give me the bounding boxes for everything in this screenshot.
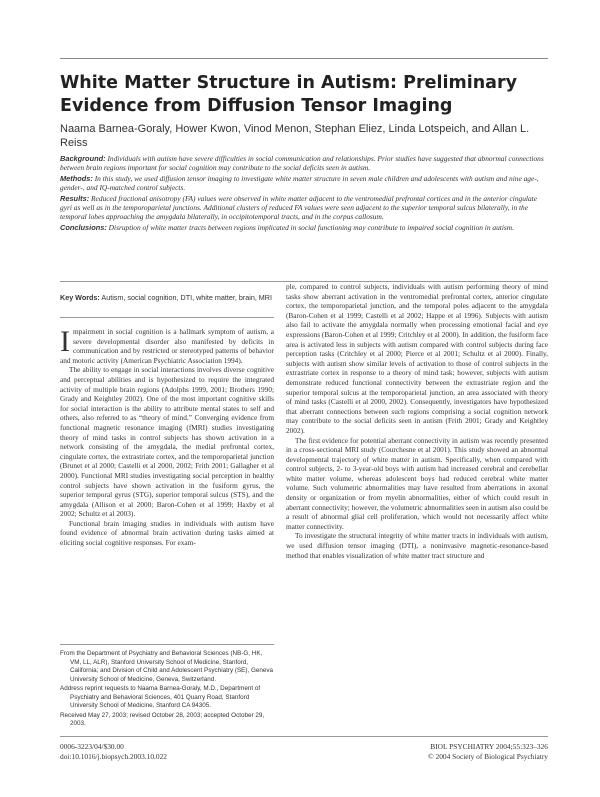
keywords-divider <box>60 317 274 318</box>
keywords <box>60 293 274 302</box>
body-paragraph: ple, compared to control subjects, individuals with autism performing theory of mind tasks show aberrant activation in the ventromedial prefrontal cortex, anterior cingulate cortex, the temporoparietal junction, and the temporal poles adjacent to the amygdala (Baron-Cohen et al 1999; Castelli et al 2002; Happe et al 1996). Subjects with autism also fail to activate the amygdala normally when processing emotional facial and eye expressions (Baron-Cohen et al 1999; Critchley et al 2000). In addition, the fusiform face area is activated less in subjects with autism compared with control subjects during face perception tasks (Critchley et al 2000; Pierce et al 2001; Schultz et al 2000). Finally, subjects with autism show similar levels of activation to those of control subjects in the extrastriate cortex in response to a theory of mind task; however, subjects with autism demonstrate reduced functional connectivity between the extrastriate region and the superior temporal sulcus at the temporoparietal junction, an area associated with theory of mind tasks (Castelli et al 2000, 2002). Consequently, investigators have hypothesized that aberrant connections between such regions comprising a social cognition network may contribute to the social deficits seen in autism (Frith 2001; Grady and Keightley 2002). <box>286 282 548 435</box>
footer-right <box>330 742 548 761</box>
abstract-methods <box>60 174 548 193</box>
body-paragraph: To investigate the structural integrity of white matter tracts in individuals with autism, we used diffusion tensor imaging (DTI), a noninvasive magnetic-resonance-based method that enables visualization of white matter tract structure and <box>286 531 548 560</box>
footer-rule <box>60 736 548 737</box>
abstract-background-label: Background: <box>60 154 106 163</box>
body-paragraph: The first evidence for potential aberrant connectivity in autism was recently presented in a cross-sectional MRI study (Courchesne et al 2001). This study showed an abnormal developmental trajectory of white matter in autism. Specifically, when compared with control subjects, 2- to 3-year-old boys with autism had increased cerebral and cerebellar white matter volume, whereas adolescent boys had reduced cerebral white matter volume. Such volumetric abnormalities may have resulted from aberrations in axonal density or organization or from myelin abnormalities, either of which could result in aberrant connectivity; however, the volumetric abnormalities seen in autism also could be a result of abnormal glial cell proliferation, which would not necessarily affect white matter connectivity. <box>286 435 548 531</box>
keywords-label: Key Words: <box>60 293 100 302</box>
affiliations <box>60 650 274 730</box>
body-paragraph <box>60 327 274 365</box>
abstract-background <box>60 154 548 173</box>
issn: 0006-3223/04/$30.00 <box>60 742 124 751</box>
body-paragraph-text: mpairment in social cognition is a hallmark symptom of autism, a severe developmental disorder also manifested by deficits in communication and by restricted or stereotyped patterns of behavior and motoric activity (American Psychiatric Association 1994). <box>60 327 274 365</box>
doi: doi:10.1016/j.biopsych.2003.10.022 <box>60 751 167 761</box>
abstract-methods-text: In this study, we used diffusion tensor imaging to investigate white matter structure in seven male children and adolescents with autism and nine age-, gender-, and IQ-matched control subjects. <box>60 173 539 193</box>
keywords-text: Autism, social cognition, DTI, white matter, brain, MRI <box>101 293 272 302</box>
body-paragraph: The ability to engage in social interactions involves diverse cognitive and perceptual abilities and is hypothesized to require the integrated activity of multiple brain regions (Adolphs 1999, 2001; Brothers 1990; Grady and Keightley 2002). One of the most important cognitive skills for social interaction is the ability to attribute mental states to self and others, also referred to as “theory of mind.” Converging evidence from functional magnetic resonance imaging (fMRI) studies investigating theory of mind tasks in control subjects has shown activation in a network consisting of the amygdala, the medial prefrontal cortex, cingulate cortex, the extrastriate cortex, and the temporoparietal junction (Brunet et al 2000; Castelli et al 2000, 2002; Frith 2001; Gallagher et al 2000). Functional MRI studies investigating social perception in healthy control subjects have shown activation in the fusiform gyrus, the superior temporal gyrus (STG), superior temporal sulcus (STS), and the amygdala (Allison et al 2000; Baron-Cohen et al 1999; Haxby et al 2002; Schultz et al 2003). <box>60 365 274 519</box>
body-column-left <box>60 327 274 640</box>
copyright: © 2004 Society of Biological Psychiatry <box>428 751 548 761</box>
abstract-background-text: Individuals with autism have severe difficulties in social communication and relationships. Prior studies have suggested that abnormal connections between brain regions important for social cognition may contribute to the social deficits seen in autism. <box>60 154 544 173</box>
drop-cap: I <box>60 327 70 358</box>
affiliation-divider <box>60 644 274 645</box>
abstract-conclusions <box>60 223 548 232</box>
author-list: Naama Barnea-Goraly, Hower Kwon, Vinod Menon, Stephan Eliez, Linda Lotspeich, and Allan L. Reiss <box>60 123 530 149</box>
abstract-results-text: Reduced fractional anisotropy (FA) values were observed in white matter adjacent to the ventromedial prefrontal cortices and in the anterior cingulate gyri as well as in the temporoparietal junctions. Additional clusters of reduced FA values were seen adjacent to the superior temporal sulcus bilaterally, in the temporal lobes approaching the amygdala bilaterally, in occipitotemporal tracts, and in the corpus callosum. <box>60 193 537 222</box>
abstract-methods-label: Methods: <box>60 173 93 183</box>
journal-citation: BIOL PSYCHIATRY 2004;55:323–326 <box>430 742 548 751</box>
article-title: White Matter Structure in Autism: Preliminary Evidence from Diffusion Tensor Imaging <box>60 73 517 116</box>
abstract-conclusions-label: Conclusions: <box>60 222 107 232</box>
body-paragraph: Functional brain imaging studies in individuals with autism have found evidence of abnormal brain activation during tasks aimed at eliciting social cognitive responses. For exam- <box>60 518 274 548</box>
received-note: Received May 27, 2003; revised October 28, 2003; accepted October 29, 2003. <box>60 711 265 727</box>
affiliation-note: From the Department of Psychiatry and Behavioral Sciences (NB-G, HK, VM, LL, ALR), Stanford University School of Medicine, Stanford, California; and Division of Child and Adolescent Psychiatry (SE), Geneva University School of Medicine, Geneva, Switzerland. <box>60 650 274 683</box>
footer-left <box>60 742 280 761</box>
body-column-right <box>286 282 548 734</box>
top-rule <box>60 58 548 59</box>
reprint-note: Address reprint requests to Naama Barnea-Goraly, M.D., Department of Psychiatry and Behavioral Sciences, 401 Quarry Road, Stanford University School of Medicine, Stanford CA 94305. <box>60 685 261 709</box>
abstract-conclusions-text: Disruption of white matter tracts between regions implicated in social functioning may contribute to impaired social cognition in autism. <box>108 222 514 232</box>
abstract-results <box>60 194 548 222</box>
abstract-results-label: Results: <box>60 193 90 203</box>
abstract <box>60 154 548 233</box>
